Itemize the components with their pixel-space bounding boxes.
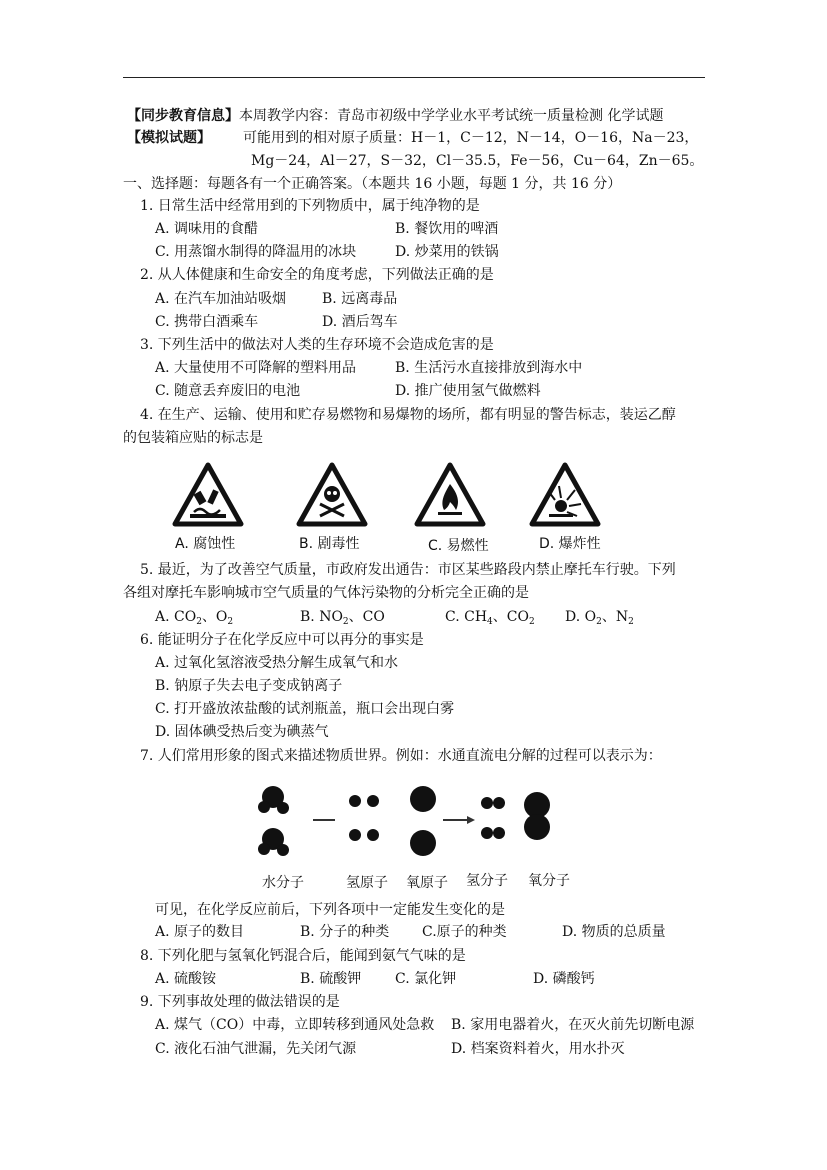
sign-corrosive [172,462,244,532]
q3-option-b: B. 生活污水直接排放到海水中 [395,360,583,376]
question-9-stem: 9. 下列事故处理的做法错误的是 [140,994,340,1010]
q3-option-c: C. 随意丢弃废旧的电池 [155,383,301,399]
sign-a-label: A. 腐蚀性 [175,536,236,552]
q2-option-b: B. 远离毒品 [322,291,398,307]
q6-option-c: C. 打开盛放浓盐酸的试剂瓶盖，瓶口会出现白雾 [155,701,455,717]
q7-option-d: D. 物质的总质量 [562,924,666,940]
q8-option-d: D. 磷酸钙 [533,971,595,987]
question-1-stem: 1. 日常生活中经常用到的下列物质中，属于纯净物的是 [140,198,480,214]
label-oxygen-molecule: 氧分子 [528,873,570,889]
q5-b-sub1: 2 [342,617,349,627]
sync-info-label: 【同步教育信息】 [127,108,239,124]
sign-flammable [414,462,486,532]
q7-option-c: C.原子的种类 [422,924,507,940]
question-2-stem: 2. 从人体健康和生命安全的角度考虑，下列做法正确的是 [140,267,494,283]
electrolysis-molecule-diagram [255,775,585,875]
question-5-stem-line1: 5. 最近，为了改善空气质量，市政府发出通告：市区某些路段内禁止摩托车行驶。下列 [140,562,676,578]
q6-option-b: B. 钠原子失去电子变成钠离子 [155,678,343,694]
q5-option-d [565,607,634,632]
question-3-stem: 3. 下列生活中的做法对人类的生存环境不会造成危害的是 [140,337,494,353]
label-water-molecule: 水分子 [262,875,304,891]
q5-c-sub2: 2 [528,617,535,627]
q5-option-b [300,607,385,632]
question-5-stem-line2: 各组对摩托车影响城市空气质量的气体污染物的分析完全正确的是 [123,585,529,601]
label-oxygen-atom: 氧原子 [406,875,448,891]
electrolysis-diagram [255,775,585,879]
q3-option-a: A. 大量使用不可降解的塑料用品 [155,360,357,376]
q5-b-part2: 、CO [348,609,385,625]
q5-option-c [445,607,535,632]
q9-option-a: A. 煤气（CO）中毒，立即转移到通风处急救 [155,1017,435,1033]
atomic-mass-line1: 可能用到的相对原子质量：H－1，C－12，N－14，O－16，Na－23， [243,130,699,146]
skull-icon [296,462,368,528]
sign-explosive [529,462,601,532]
corrosive-icon [172,462,244,528]
label-hydrogen-atom: 氢原子 [346,875,388,891]
question-7-stem: 7. 人们常用形象的图式来描述物质世界。例如：水通直流电分解的过程可以表示为： [140,748,662,764]
q5-a-part1: A. CO [155,609,197,625]
q5-d-part2: 、N [601,609,629,625]
q7-option-b: B. 分子的种类 [300,924,390,940]
q8-option-c: C. 氯化钾 [395,971,457,987]
q8-option-b: B. 硫酸钾 [300,971,362,987]
sign-b-label: B. 剧毒性 [299,536,360,552]
q6-option-d: D. 固体碘受热后变为碘蒸气 [155,724,329,740]
water-molecule-top [258,786,289,814]
q8-option-a: A. 硫酸铵 [155,971,217,987]
q9-option-d: D. 档案资料着火，用水扑灭 [451,1041,625,1057]
sync-info-line [127,106,663,126]
q3-option-d: D. 推广使用氢气做燃料 [395,383,541,399]
question-4-stem-line2: 的包装箱应贴的标志是 [123,430,263,446]
q5-a-sub1: 2 [196,617,202,627]
sync-info-text: 本周教学内容：青岛市初级中学学业水平考试统一质量检测 化学试题 [239,108,664,124]
q5-option-a [155,607,233,632]
header-rule [123,77,705,78]
q2-option-d: D. 酒后驾车 [322,314,398,330]
q9-option-c: C. 液化石油气泄漏，先关闭气源 [155,1041,357,1057]
flame-icon [414,462,486,528]
question-8-stem: 8. 下列化肥与氢氧化钙混合后，能闻到氨气气味的是 [140,948,466,964]
q5-c-part1: C. CH [445,609,488,625]
mock-test-label: 【模拟试题】 [127,130,211,146]
q5-a-part2: 、O [201,609,228,625]
q5-d-sub1: 2 [596,617,602,627]
q5-c-part2: 、CO [492,609,529,625]
question-6-stem: 6. 能证明分子在化学反应中可以再分的事实是 [140,632,424,648]
q5-d-part1: D. O [565,609,597,625]
q5-b-part1: B. NO [300,609,343,625]
sign-toxic [296,462,368,532]
q1-option-c: C. 用蒸馏水制得的降温用的冰块 [155,244,357,260]
q7-follow-up: 可见，在化学反应前后，下列各项中一定能发生变化的是 [155,902,505,918]
q1-option-a: A. 调味用的食醋 [155,221,259,237]
q5-d-sub2: 2 [628,617,634,627]
water-molecule-bottom [258,828,289,856]
q7-option-a: A. 原子的数目 [155,924,245,940]
section-title: 一、选择题：每题各有一个正确答案。（本题共 16 小题，每题 1 分，共 16 分） [123,176,622,192]
mock-test-line [127,128,211,148]
atomic-mass-line2: Mg－24，Al－27，S－32，Cl－35.5，Fe－56，Cu－64，Zn－65。 [251,153,704,169]
q2-option-a: A. 在汽车加油站吸烟 [155,291,287,307]
q5-c-sub1: 4 [487,617,493,627]
label-hydrogen-molecule: 氢分子 [466,873,508,889]
sign-c-label: C. 易燃性 [428,538,489,554]
sign-d-label: D. 爆炸性 [539,536,601,552]
q2-option-c: C. 携带白酒乘车 [155,314,259,330]
q1-option-d: D. 炒菜用的铁锅 [395,244,499,260]
q5-a-sub2: 2 [227,617,234,627]
q6-option-a: A. 过氧化氢溶液受热分解生成氧气和水 [155,655,399,671]
q9-option-b: B. 家用电器着火，在灭火前先切断电源 [451,1017,695,1033]
question-4-stem-line1: 4. 在生产、运输、使用和贮存易燃物和易爆物的场所，都有明显的警告标志，装运乙醇 [140,407,676,423]
q1-option-b: B. 餐饮用的啤酒 [395,221,499,237]
explosion-icon [529,462,601,528]
